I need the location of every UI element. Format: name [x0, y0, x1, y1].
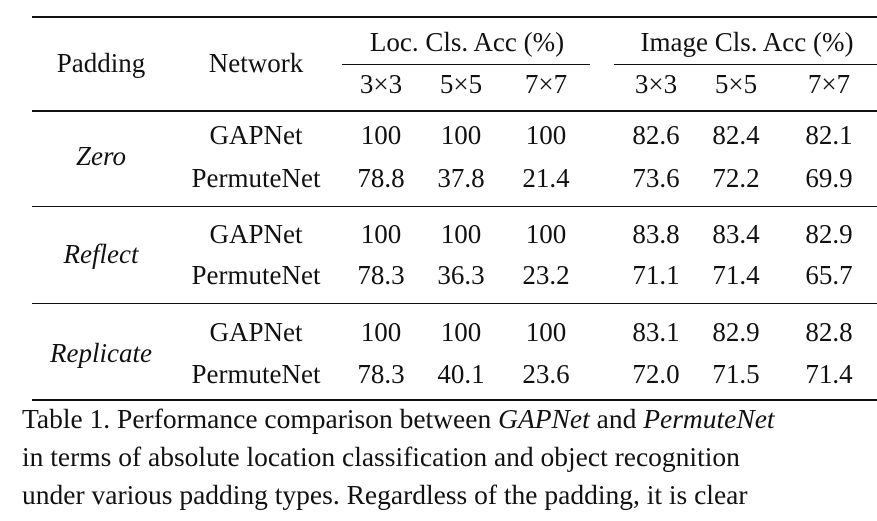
network-name: PermuteNet [191, 359, 321, 389]
img-value: 72.2 [712, 163, 760, 193]
loc-value: 100 [525, 317, 567, 347]
loc-value: 100 [360, 219, 402, 249]
img-kernel-3x3: 3×3 [634, 69, 678, 99]
loc-value: 21.4 [522, 163, 570, 193]
network-name: GAPNet [209, 219, 303, 249]
loc-value: 78.3 [357, 359, 405, 389]
loc-kernel-5x5: 5×5 [439, 69, 483, 99]
img-value: 69.9 [805, 163, 853, 193]
loc-kernel-7x7: 7×7 [524, 69, 568, 99]
img-value: 83.1 [632, 317, 680, 347]
img-kernel-5x5: 5×5 [714, 69, 758, 99]
img-value: 71.4 [712, 260, 760, 290]
loc-value: 100 [525, 120, 567, 150]
loc-value: 100 [440, 317, 482, 347]
network-name: PermuteNet [191, 260, 321, 290]
group-divider-1 [32, 206, 877, 207]
caption-line-3: under various padding types. Regardless of the padding, it is clear [22, 479, 748, 510]
table-caption [22, 400, 877, 514]
loc-value: 78.8 [357, 163, 405, 193]
caption-text: and [589, 403, 644, 434]
caption-line-1 [22, 400, 877, 438]
padding-header: Padding [56, 48, 146, 78]
img-value: 82.4 [712, 120, 760, 150]
img-value: 83.4 [712, 219, 760, 249]
img-value: 83.8 [632, 219, 680, 249]
loc-value: 100 [525, 219, 567, 249]
loc-value: 40.1 [437, 359, 485, 389]
img-value: 82.6 [632, 120, 680, 150]
padding-label: Zero [75, 141, 127, 171]
network-name: GAPNet [209, 120, 303, 150]
loc-value: 100 [440, 219, 482, 249]
img-value: 71.4 [805, 359, 853, 389]
caption-gapnet: GAPNet [498, 403, 590, 434]
img-value: 82.8 [805, 317, 853, 347]
img-value: 82.9 [805, 219, 853, 249]
loc-value: 23.2 [522, 260, 570, 290]
network-name: GAPNet [209, 317, 303, 347]
img-value: 71.1 [632, 260, 680, 290]
img-kernel-7x7: 7×7 [807, 69, 851, 99]
loc-group-header: Loc. Cls. Acc (%) [369, 27, 565, 57]
loc-value: 37.8 [437, 163, 485, 193]
padding-label: Reflect [63, 239, 139, 269]
img-group-header: Image Cls. Acc (%) [640, 27, 854, 57]
loc-value: 100 [440, 120, 482, 150]
group-divider-2 [32, 303, 877, 304]
img-value: 72.0 [632, 359, 680, 389]
padding-label: Replicate [50, 338, 152, 368]
loc-value: 23.6 [522, 359, 570, 389]
img-value: 65.7 [805, 260, 853, 290]
network-header: Network [208, 48, 304, 78]
loc-value: 100 [360, 317, 402, 347]
loc-kernel-3x3: 3×3 [359, 69, 403, 99]
network-name: PermuteNet [191, 163, 321, 193]
header-bottom-rule [32, 110, 877, 112]
img-group-rule [614, 64, 877, 65]
img-value: 71.5 [712, 359, 760, 389]
img-value: 82.1 [805, 120, 853, 150]
caption-line-2: in terms of absolute location classification and object recognition [22, 441, 740, 472]
loc-value: 100 [360, 120, 402, 150]
loc-value: 78.3 [357, 260, 405, 290]
caption-permutenet: PermuteNet [643, 403, 775, 434]
table-top-rule [32, 16, 877, 18]
loc-group-rule [342, 64, 590, 65]
img-value: 82.9 [712, 317, 760, 347]
loc-value: 36.3 [437, 260, 485, 290]
caption-text: Table 1. Performance comparison between [22, 403, 499, 434]
img-value: 73.6 [632, 163, 680, 193]
